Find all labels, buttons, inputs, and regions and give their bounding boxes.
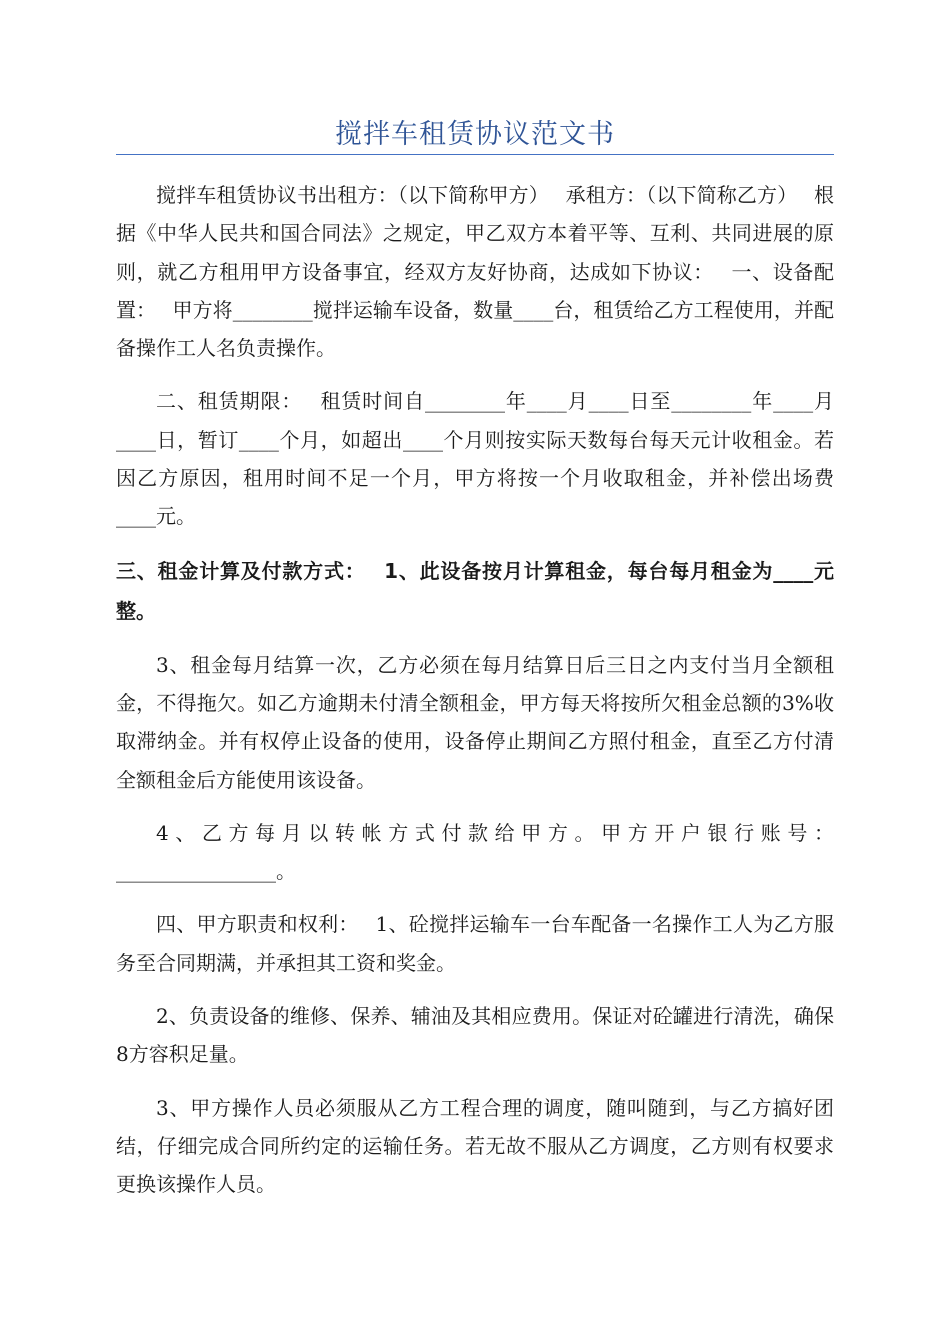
paragraph-maintenance: 2、负责设备的维修、保养、辅油及其相应费用。保证对砼罐进行清洗，确保8方容积足量。	[116, 1004, 834, 1067]
title-underline	[116, 154, 834, 155]
paragraph-lessor-duties: 四、甲方职责和权利： 1、砼搅拌运输车一台车配备一名操作工人为乙方服务至合同期满，并承担其工资和奖金。	[116, 912, 834, 975]
paragraph-rent-calculation: 三、租金计算及付款方式： 1、此设备按月计算租金，每台每月租金为____元整。	[116, 558, 834, 623]
paragraph-payment-method: 4、乙方每月以转帐方式付款给甲方。甲方开户银行账号：________________。	[116, 820, 834, 884]
paragraph-operator-dispatch: 3、甲方操作人员必须服从乙方工程合理的调度，随叫随到，与乙方搞好团结，仔细完成合同所约定的运输任务。若无故不服从乙方调度，乙方则有权要求更换该操作人员。	[116, 1095, 834, 1197]
document-body	[116, 176, 834, 1204]
paragraph-lease-term: 二、租赁期限： 租赁时间自________年____月____日至________年____月____日，暂订____个月，如超出____个月则按实际天数每台每天元计收租金。若因乙方原因，租用时间不足一个月，甲方将按一个月收取租金，并补偿出场费____元。	[116, 389, 834, 529]
document-title: 搅拌车租赁协议范文书	[335, 119, 615, 150]
paragraph-rent-settlement: 3、租金每月结算一次，乙方必须在每月结算日后三日之内支付当月全额租金，不得拖欠。如乙方逾期未付清全额租金，甲方每天将按所欠租金总额的3%收取滞纳金。并有权停止设备的使用，设备停止期间乙方照付租金，直至乙方付清全额租金后方能使用该设备。	[116, 652, 834, 792]
paragraph-intro: 搅拌车租赁协议书出租方：（以下简称甲方） 承租方：（以下简称乙方） 根据《中华人民共和国合同法》之规定，甲乙双方本着平等、互利、共同进展的原则，就乙方租用甲方设备事宜，经双方友好协商，达成如下协议： 一、设备配置： 甲方将________搅拌运输车设备，数量____台，租赁给乙方工程使用，并配备操作工人名负责操作。	[116, 183, 834, 361]
